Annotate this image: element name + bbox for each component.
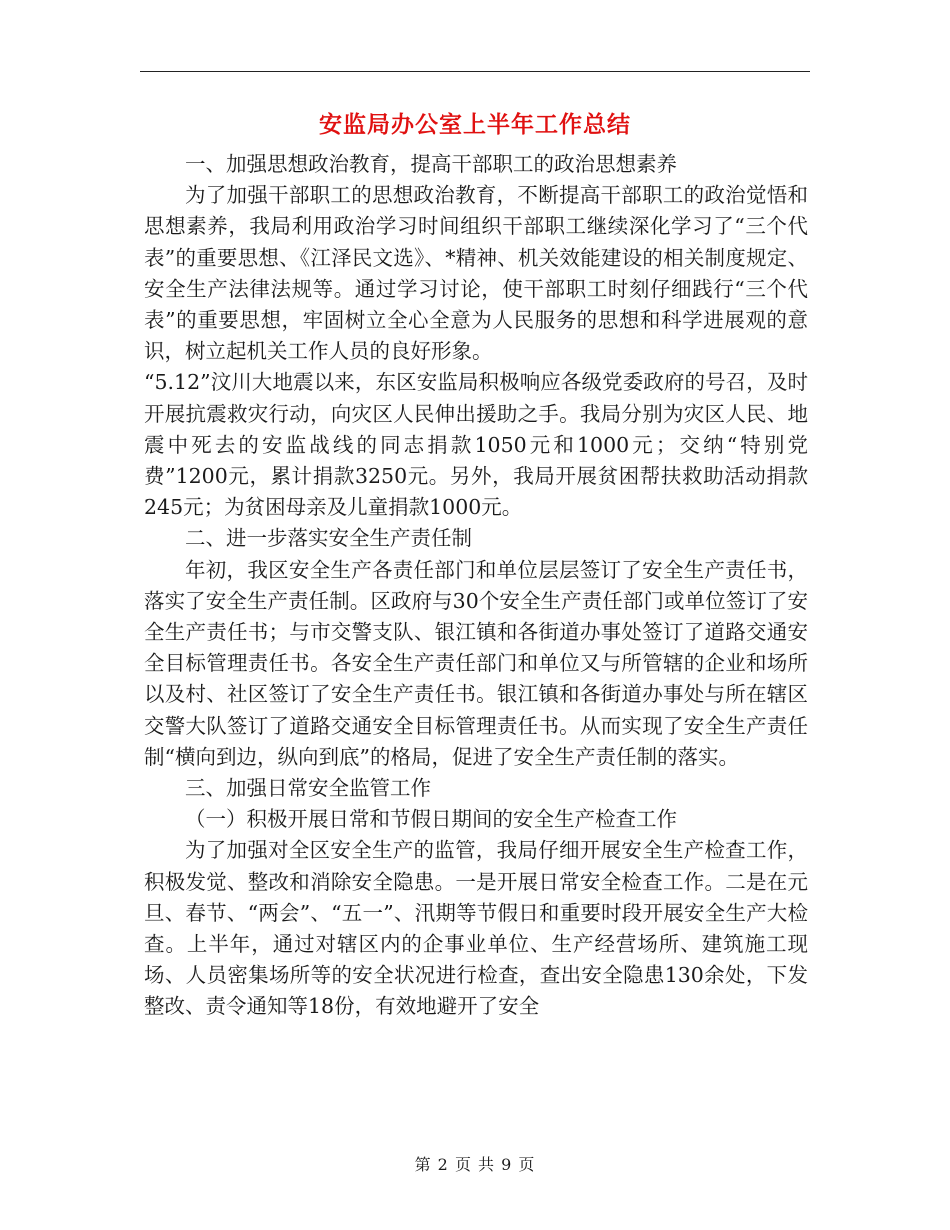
body-paragraph: “5.12”汶川大地震以来，东区安监局积极响应各级党委政府的号召，及时开展抗震救灾行动，向灾区人民伸出援助之手。我局分别为灾区人民、地震中死去的安监战线的同志捐款1050元和1000元；交纳“特别党费”1200元，累计捐款3250元。另外，我局开展贫困帮扶救助活动捐款245元；为贫困母亲及儿童捐款1000元。 bbox=[144, 370, 808, 520]
body-paragraph: 为了加强对全区安全生产的监管，我局仔细开展安全生产检查工作，积极发觉、整改和消除安全隐患。一是开展日常安全检查工作。二是在元旦、春节、“两会”、“五一”、汛期等节假日和重要时段开展安全生产大检查。上半年，通过对辖区内的企事业单位、生产经营场所、建筑施工现场、人员密集场所等的安全状况进行检查，查出安全隐患130余处，下发整改、责令通知等18份，有效地避开了安全 bbox=[144, 838, 808, 1019]
header-rule bbox=[140, 71, 810, 72]
page-number-footer: 第 2 页 共 9 页 bbox=[414, 1155, 536, 1174]
section-heading-2: 二、进一步落实安全生产责任制 bbox=[185, 526, 472, 551]
document-body bbox=[144, 149, 808, 1023]
subsection-heading-1: （一）积极开展日常和节假日期间的安全生产检查工作 bbox=[185, 807, 677, 832]
section-heading-1: 一、加强思想政治教育，提高干部职工的政治思想素养 bbox=[185, 152, 677, 176]
document-title: 安监局办公室上半年工作总结 bbox=[319, 111, 631, 138]
body-paragraph: 为了加强干部职工的思想政治教育，不断提高干部职工的政治觉悟和思想素养，我局利用政治学习时间组织干部职工继续深化学习了“三个代表”的重要思想、《江泽民文选》、*精神、机关效能建设的相关制度规定、安全生产法律法规等。通过学习讨论，使干部职工时刻仔细践行“三个代表”的重要思想，牢固树立全心全意为人民服务的思想和科学进展观的意识，树立起机关工作人员的良好形象。 bbox=[144, 183, 808, 364]
body-paragraph: 年初，我区安全生产各责任部门和单位层层签订了安全生产责任书，落实了安全生产责任制。区政府与30个安全生产责任部门或单位签订了安全生产责任书；与市交警支队、银江镇和各街道办事处签订了道路交通安全目标管理责任书。各安全生产责任部门和单位又与所管辖的企业和场所以及村、社区签订了安全生产责任书。银江镇和各街道办事处与所在辖区交警大队签订了道路交通安全目标管理责任书。从而实现了安全生产责任制“横向到边，纵向到底”的格局，促进了安全生产责任制的落实。 bbox=[144, 557, 808, 769]
section-heading-3: 三、加强日常安全监管工作 bbox=[185, 776, 431, 801]
